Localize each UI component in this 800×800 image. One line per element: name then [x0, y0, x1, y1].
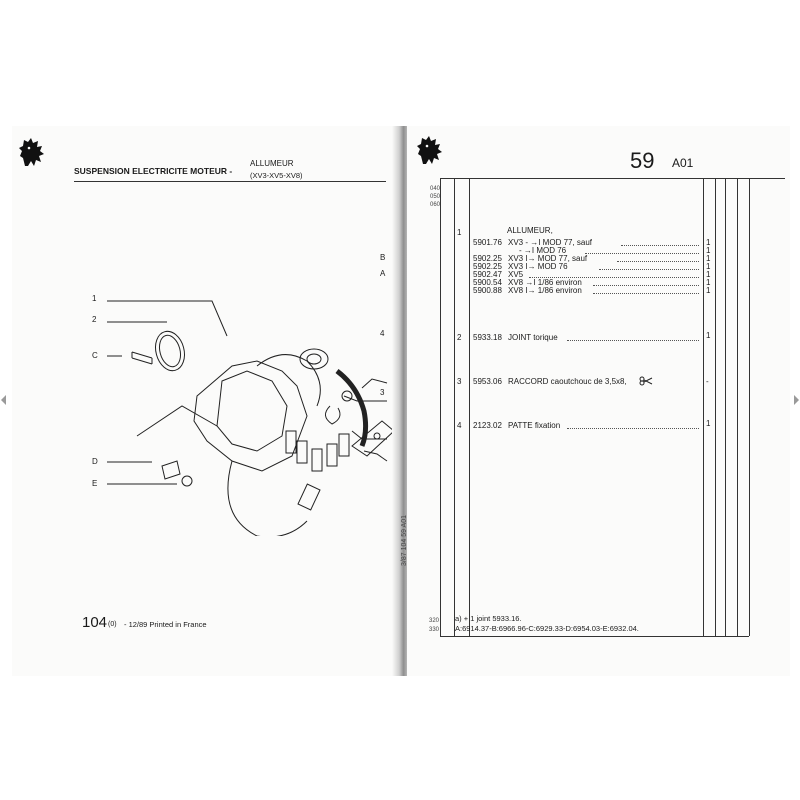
part-qty: 1 — [706, 270, 711, 279]
catalog-spread — [12, 126, 790, 676]
page-number: 59 — [630, 148, 655, 173]
left-page — [12, 126, 400, 676]
part-ref: 5901.76 — [473, 238, 502, 247]
previous-page-arrow-icon[interactable] — [0, 394, 8, 406]
callout-b: B — [380, 253, 386, 262]
part-ref: 5902.25 — [473, 262, 502, 271]
part-ref: 5902.47 — [473, 270, 502, 279]
header-rule — [440, 178, 785, 179]
callout-c: C — [92, 351, 98, 360]
section-title: SUSPENSION ELECTRICITE MOTEUR - — [74, 166, 233, 176]
part-ref: 5933.18 — [473, 333, 502, 342]
footer-page-suffix: (0) — [108, 621, 117, 628]
bottom-code: 320 — [429, 618, 440, 624]
part-ref: 5900.54 — [473, 278, 502, 287]
column-rule — [454, 178, 455, 636]
leader-dots — [567, 340, 699, 341]
margin-code: 040 — [430, 186, 441, 192]
part-desc: - →I MOD 76 — [519, 246, 567, 255]
leader-dots — [567, 428, 699, 429]
part-title: ALLUMEUR, — [507, 226, 553, 235]
column-rule — [440, 178, 441, 636]
callout-e: E — [92, 479, 98, 488]
callout-3: 3 — [380, 388, 385, 397]
part-qty: 1 — [706, 262, 711, 271]
peugeot-lion-logo-icon — [17, 136, 47, 168]
part-desc: XV8 I→ 1/86 environ — [508, 286, 582, 295]
part-qty: 1 — [706, 286, 711, 295]
part-qty: 1 — [706, 254, 711, 263]
leader-dots — [585, 253, 699, 254]
part-desc: XV5 — [508, 270, 524, 279]
part-desc: PATTE fixation — [508, 421, 561, 430]
column-rule — [737, 178, 738, 636]
row-index: 4 — [457, 421, 462, 430]
part-desc: XV3 I→ MOD 76 — [508, 262, 568, 271]
part-ref: 5900.88 — [473, 286, 502, 295]
part-desc: XV3 I→ MOD 77, sauf — [508, 254, 588, 263]
row-index: 3 — [457, 377, 462, 386]
callout-1: 1 — [92, 294, 97, 303]
right-page — [401, 126, 790, 676]
row-index: 1 — [457, 228, 462, 237]
callout-4: 4 — [380, 329, 385, 338]
leader-dots — [599, 269, 699, 270]
scissors-icon — [639, 376, 653, 386]
part-desc: RACCORD caoutchouc de 3,5x8, — [508, 377, 627, 386]
column-rule — [715, 178, 716, 636]
part-title: ALLUMEUR — [250, 159, 294, 168]
margin-code: 060 — [430, 202, 441, 208]
part-qty: 1 — [706, 278, 711, 287]
side-reference-code: 3/87 104 59 A01 — [401, 515, 408, 566]
footer-page-number: 104 — [82, 614, 108, 631]
callout-2: 2 — [92, 315, 97, 324]
leader-dots — [621, 245, 699, 246]
part-desc: XV3 - →I MOD 77, sauf — [508, 238, 593, 247]
part-qty: - — [706, 377, 709, 386]
row-index: 2 — [457, 333, 462, 342]
part-qty: 1 — [706, 238, 711, 247]
column-rule — [469, 178, 470, 636]
leader-dots — [593, 293, 699, 294]
column-rule — [749, 178, 750, 636]
part-ref: 2123.02 — [473, 421, 502, 430]
footer-rule — [440, 636, 749, 637]
footer-print-info: - 12/89 Printed in France — [124, 620, 207, 629]
engine-variants: (XV3-XV5-XV8) — [250, 171, 303, 180]
footnote-parts-list: A:6914.37-B:6966.96-C:6929.33-D:6954.03-E:6932.04. — [455, 624, 639, 633]
header-rule — [74, 181, 386, 182]
page-code: A01 — [672, 156, 694, 170]
footnote-a: a) + 1 joint 5933.16. — [455, 614, 522, 623]
part-desc: JOINT torique — [508, 333, 558, 342]
column-rule — [703, 178, 704, 636]
part-ref: 5902.25 — [473, 254, 502, 263]
part-desc: XV8 →I 1/86 environ — [508, 278, 582, 287]
peugeot-lion-logo-icon — [415, 134, 445, 166]
exploded-parts-diagram — [82, 246, 402, 536]
part-qty: 1 — [706, 331, 711, 340]
part-qty: 1 — [706, 419, 711, 428]
part-qty: 1 — [706, 246, 711, 255]
leader-dots — [593, 285, 699, 286]
bottom-code: 330 — [429, 627, 440, 633]
next-page-arrow-icon[interactable] — [792, 394, 800, 406]
leader-dots — [617, 261, 699, 262]
part-ref: 5953.06 — [473, 377, 502, 386]
callout-d: D — [92, 457, 98, 466]
callout-a: A — [380, 269, 386, 278]
column-rule — [725, 178, 726, 636]
margin-code: 050 — [430, 194, 441, 200]
